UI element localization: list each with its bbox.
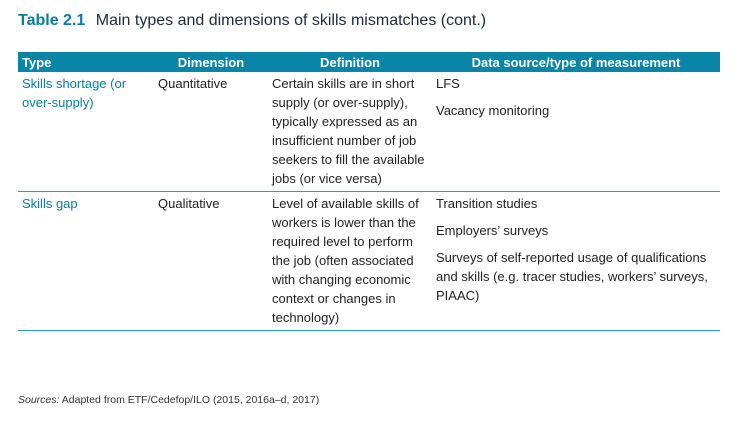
header-definition: Definition [320,54,380,70]
cell-dimension: Qualitative [158,196,220,211]
table-row [18,192,720,331]
cell-type: Skills shortage (or over-supply) [22,76,127,110]
cell-data-sources [432,72,720,191]
sources-text: Adapted from ETF/Cedefop/ILO (2015, 2016a–d, 2017) [61,394,320,406]
cell-definition: Level of available skills of workers is lower than the required level to perform the job (often associated with changing economic context or changes in technology) [272,196,419,325]
header-dimension: Dimension [177,54,245,70]
cell-type: Skills gap [22,196,78,211]
sources-note [18,394,319,406]
data-source-item: LFS [436,76,460,91]
table-header-row [18,52,720,72]
table-number: Table 2.1 [18,12,86,29]
cell-definition: Certain skills are in short supply (or over-supply), typically expressed as an insufficient number of job seekers to fill the available jobs (or vice versa) [272,76,425,186]
table-caption [18,12,486,30]
header-type: Type [22,54,52,70]
data-source-item: Transition studies [436,196,538,211]
skills-mismatch-table [18,52,720,331]
data-source-item: Vacancy monitoring [436,103,550,118]
cell-dimension: Quantitative [158,76,228,91]
data-source-item: Surveys of self-reported usage of qualifications and skills (e.g. tracer studies, workers’ surveys, PIAAC) [436,250,708,303]
sources-label: Sources: [18,394,60,406]
table-row [18,72,720,192]
cell-data-sources [432,192,720,330]
table-title: Main types and dimensions of skills mismatches (cont.) [95,12,487,29]
header-data-source: Data source/type of measurement [471,54,681,70]
data-source-item: Employers’ surveys [436,223,549,238]
